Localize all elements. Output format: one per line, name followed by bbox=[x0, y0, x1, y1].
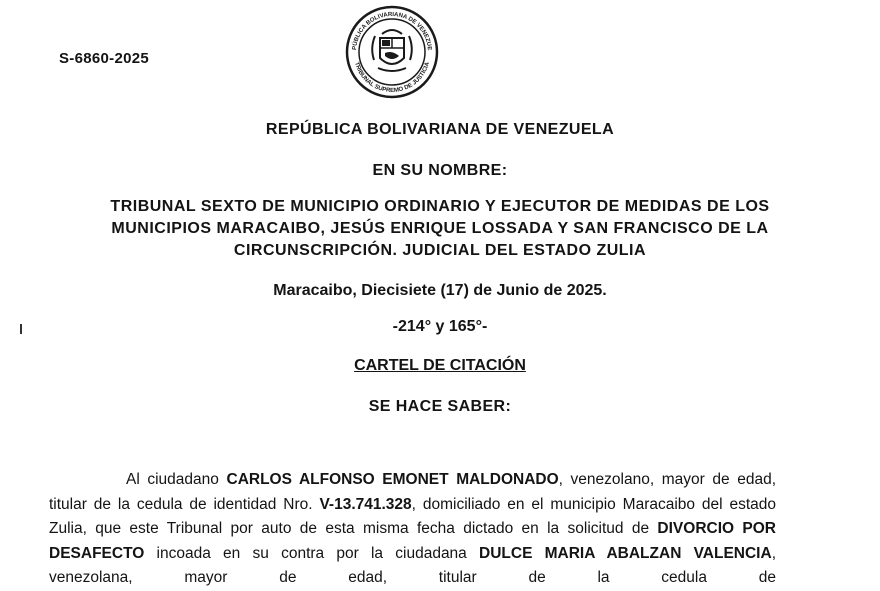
defendant-name: CARLOS ALFONSO EMONET MALDONADO bbox=[226, 471, 559, 488]
place-date: Maracaibo, Diecisiete (17) de Junio de 2025. bbox=[273, 282, 607, 299]
seal-icon bbox=[344, 4, 440, 100]
se-hace-saber: SE HACE SABER: bbox=[368, 398, 512, 415]
plaintiff-name: DULCE MARIA ABALZAN VALENCIA bbox=[479, 544, 772, 562]
seal-top-text: PÚBLICA BOLIVARIANA DE VENEZUE bbox=[352, 11, 433, 51]
case-type: DIVORCIO POR DESAFECTO bbox=[49, 520, 776, 562]
republic-title: REPÚBLICA BOLIVARIANA DE VENEZUELA bbox=[265, 121, 615, 138]
seal-bottom-text: TRIBUNAL SUPREMO DE JUSTICIA bbox=[353, 61, 431, 95]
court-line-2: MUNICIPIOS MARACAIBO, JESÚS ENRIQUE LOSSADA Y SAN FRANCISCO DE LA bbox=[111, 220, 769, 237]
court-line-1: TRIBUNAL SEXTO DE MUNICIPIO ORDINARIO Y EJECUTOR DE MEDIDAS DE LOS bbox=[110, 198, 770, 215]
case-number: S-6860-2025 bbox=[59, 50, 150, 67]
defendant-id: V-13.741.328 bbox=[319, 495, 412, 513]
body-paragraph: Al ciudadano CARLOS ALFONSO EMONET MALDONADO, venezolano, mayor de edad, titular de la cedula de identidad Nro. V-13.741.328, domiciliado en el municipio Maracaibo del estado Zulia, que este Tribunal por auto de esta misma fecha dictado en la solicitud de DIVORCIO POR DESAFECTO incoada en su contra por la ciudadana DULCE MARIA ABALZAN VALENCIA, venezolana, mayor de edad, titular de la cedula de bbox=[49, 471, 777, 586]
court-seal bbox=[344, 4, 440, 100]
court-name bbox=[52, 196, 828, 262]
court-line-3: CIRCUNSCRIPCIÓN. JUDICIAL DEL ESTADO ZULIA bbox=[233, 242, 647, 259]
era-line: -214° y 165°- bbox=[392, 318, 488, 335]
in-name-title: EN SU NOMBRE: bbox=[372, 162, 508, 179]
cartel-title: CARTEL DE CITACIÓN bbox=[354, 357, 526, 374]
